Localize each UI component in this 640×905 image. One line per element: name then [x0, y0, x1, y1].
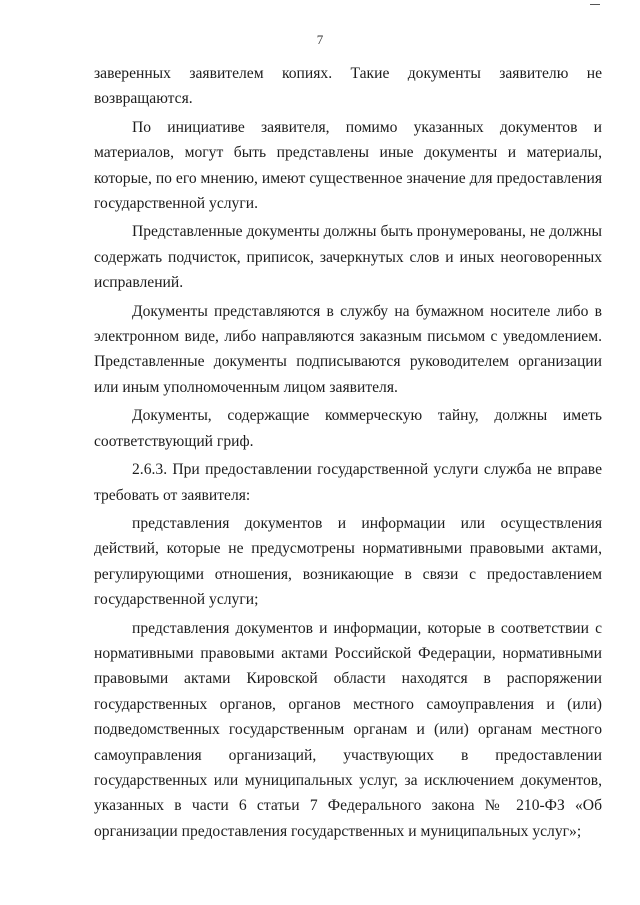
document-body — [94, 61, 602, 844]
paragraph-numbering-requirements: Представленные документы должны быть пронумерованы, не должны содержать подчисток, приписок, зачеркнутых слов и иных неоговоренных исправлений. — [94, 223, 602, 292]
scan-corner-mark — [590, 0, 600, 5]
paragraph-list-item-documents: представления документов и информации, которые в соответствии с нормативными правовыми актами Российской Федерации, нормативными правовыми актами Кировской области находятся в распоряжении государственных органов, органов местного самоуправления и (или) подведомственных государственным органам и (или) органам местного самоуправления организаций, участвующих в предоставлении государственных или муниципальных услуг, за исключением документов, указанных в части 6 статьи 7 Федерального закона № 210-ФЗ «Об организации предоставления государственных и муниципальных услуг»; — [94, 619, 602, 840]
paragraph-submission-methods: Документы представляются в службу на бумажном носителе либо в электронном виде, либо направляются заказным письмом с уведомлением. Представленные документы подписываются руководителем организации или иным уполномоченным лицом заявителя. — [94, 302, 602, 396]
paragraph-continuation: заверенных заявителем копиях. Такие документы заявителю не возвращаются. — [94, 65, 602, 108]
paragraph-commercial-secret: Документы, содержащие коммерческую тайну, должны иметь соответствующий гриф. — [94, 407, 602, 450]
paragraph-section-2-6-3: 2.6.3. При предоставлении государственной услуги служба не вправе требовать от заявителя: — [94, 461, 602, 504]
page-number: 7 — [316, 32, 324, 47]
paragraph-list-item-actions: представления документов и информации или осуществления действий, которые не предусмотрены нормативными правовыми актами, регулирующими отношения, возникающие в связи с предоставлением государственной услуги; — [94, 514, 602, 609]
paragraph-additional-materials: По инициативе заявителя, помимо указанных документов и материалов, могут быть представлены иные документы и материалы, которые, по его мнению, имеют существенное значение для предоставления государственной услуги. — [94, 118, 602, 213]
